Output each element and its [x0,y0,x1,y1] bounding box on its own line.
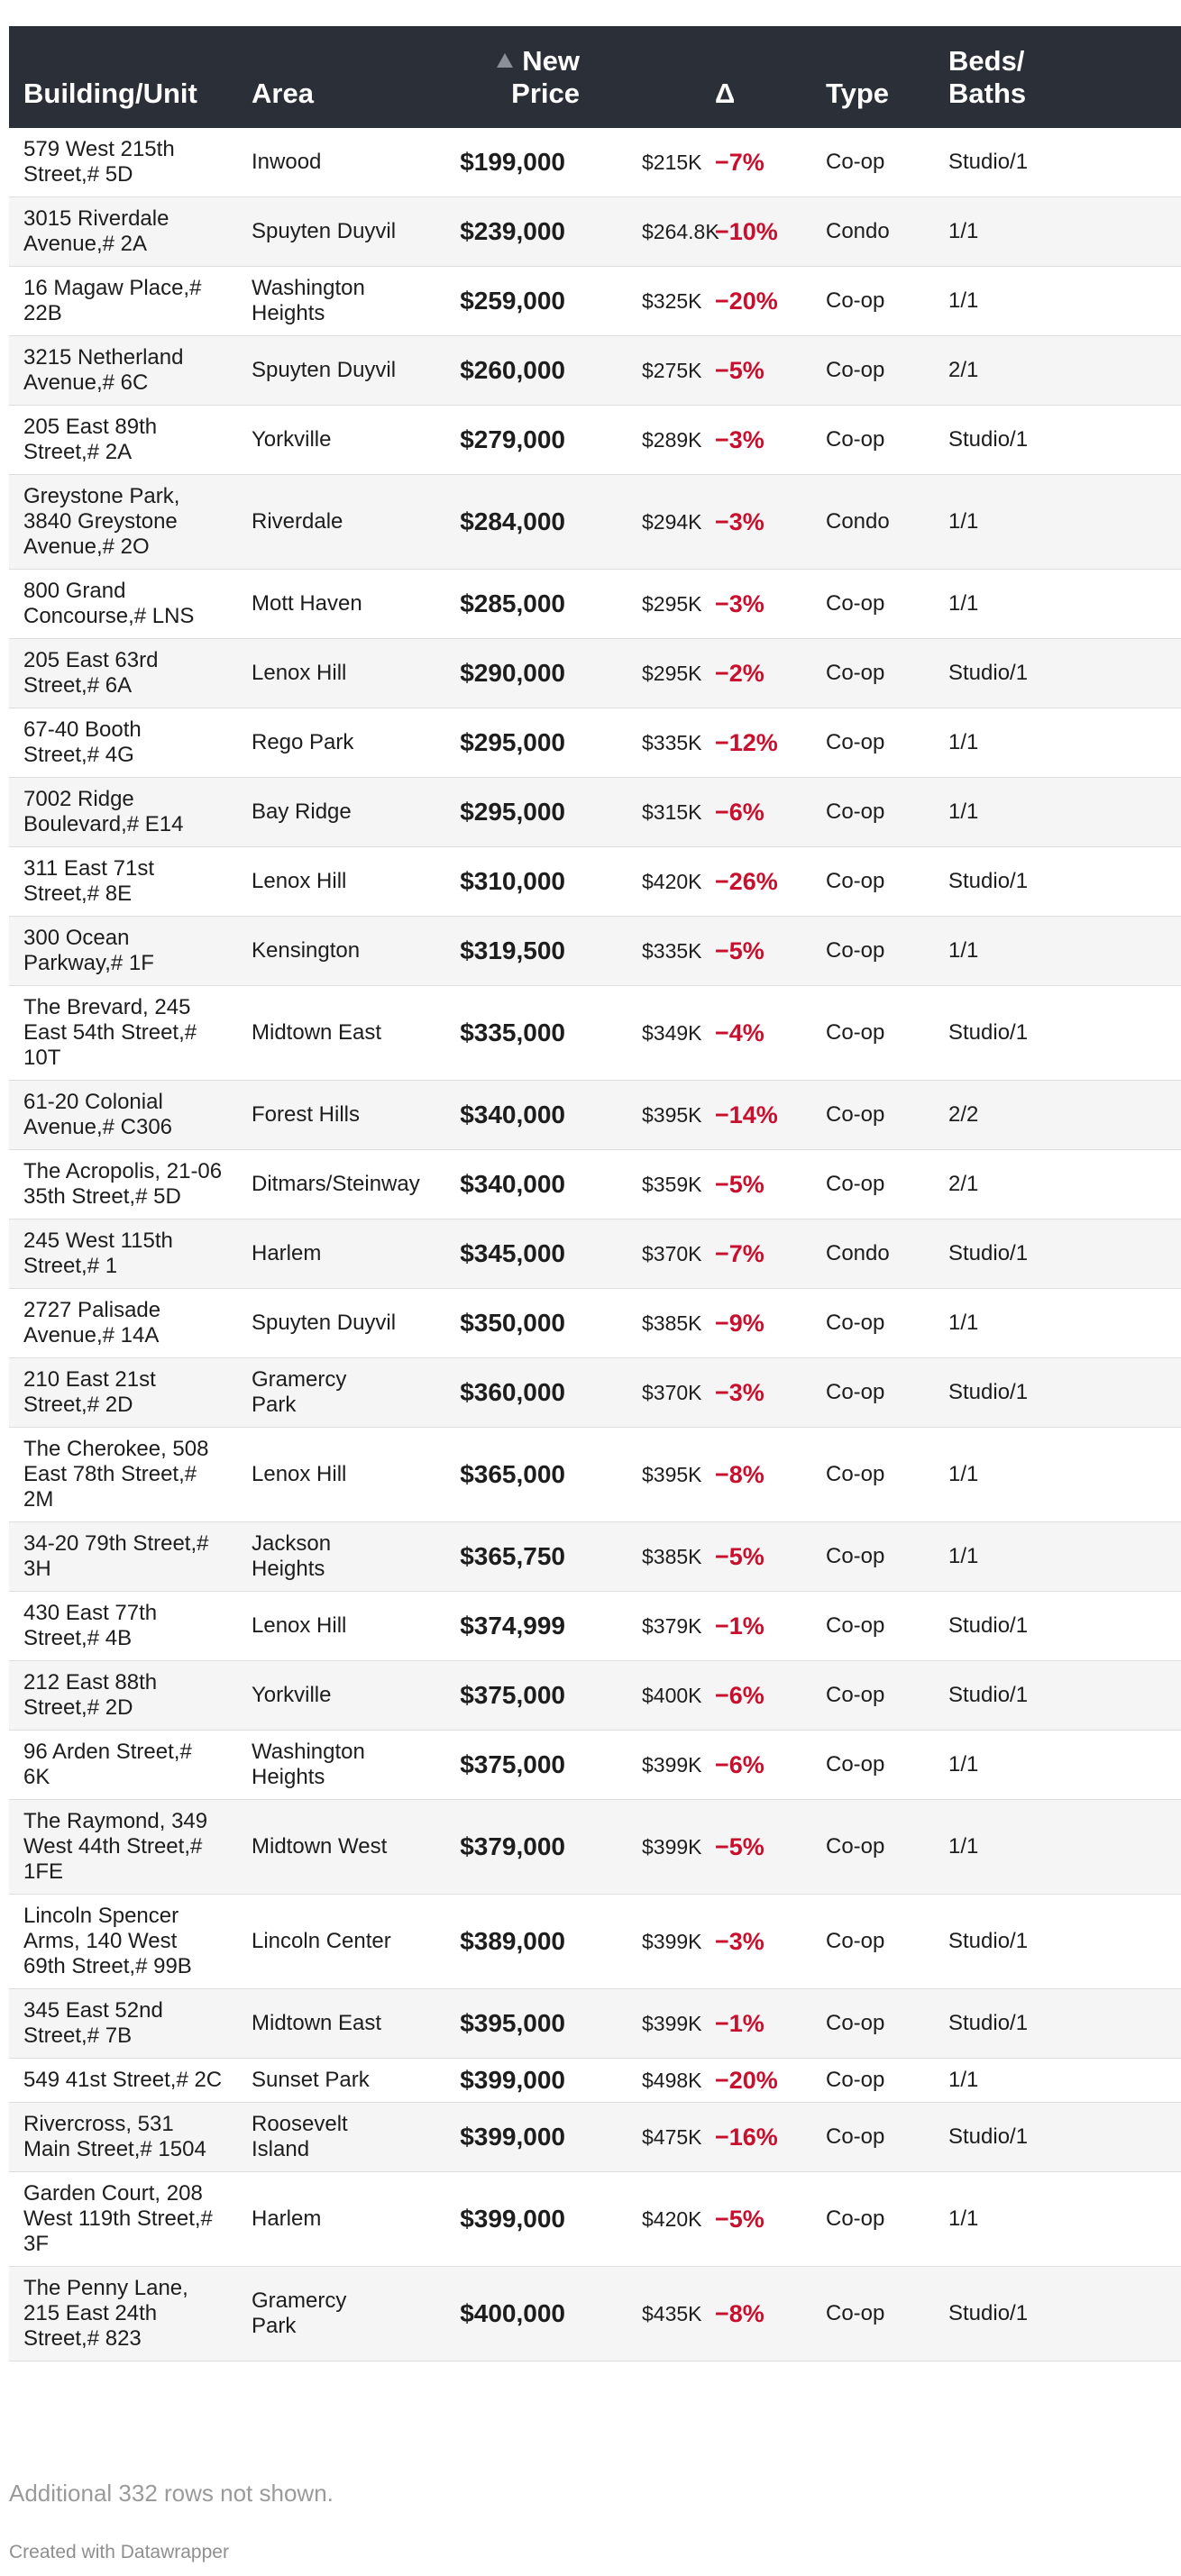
table-row [9,406,1181,475]
table-row [9,1358,1181,1428]
column-header-new-price[interactable] [411,26,594,128]
column-header-delta[interactable] [703,26,823,128]
cell-new-price: $295,000 [411,708,594,778]
cell-type: Co-op [823,1895,946,1989]
cell-new-price: $365,750 [411,1522,594,1592]
cell-delta: −3% [703,1358,823,1428]
cell-old-price: $385K [594,1289,703,1358]
cell-delta: −5% [703,2172,823,2267]
cell-type: Co-op [823,336,946,406]
cell-building: The Brevard, 245 East 54th Street,# 10T [9,986,237,1081]
cell-delta: −5% [703,1522,823,1592]
cell-building: 300 Ocean Parkway,# 1F [9,917,237,986]
cell-area: Washington Heights [237,1731,411,1800]
cell-beds-baths: Studio/1 [946,128,1181,197]
cell-beds-baths: 1/1 [946,2172,1181,2267]
table-row [9,1800,1181,1895]
table-row [9,1522,1181,1592]
cell-type: Co-op [823,2103,946,2172]
cell-building: The Penny Lane, 215 East 24th Street,# 823 [9,2267,237,2361]
cell-type: Co-op [823,1592,946,1661]
cell-old-price: $395K [594,1081,703,1150]
cell-beds-baths: 1/1 [946,708,1181,778]
cell-type: Condo [823,475,946,570]
cell-old-price: $420K [594,847,703,917]
cell-beds-baths: 1/1 [946,917,1181,986]
table-row [9,639,1181,708]
cell-delta: −9% [703,1289,823,1358]
cell-building: 34-20 79th Street,# 3H [9,1522,237,1592]
cell-area: Harlem [237,2172,411,2267]
cell-new-price: $285,000 [411,570,594,639]
table-row [9,1150,1181,1219]
cell-area: Lincoln Center [237,1895,411,1989]
cell-new-price: $340,000 [411,1081,594,1150]
column-header-old-price[interactable] [594,26,703,128]
table-row [9,1592,1181,1661]
cell-beds-baths: Studio/1 [946,1989,1181,2059]
cell-old-price: $370K [594,1358,703,1428]
cell-area: Midtown West [237,1800,411,1895]
cell-delta: −1% [703,1989,823,2059]
cell-new-price: $389,000 [411,1895,594,1989]
cell-new-price: $350,000 [411,1289,594,1358]
cell-delta: −10% [703,197,823,267]
cell-old-price: $420K [594,2172,703,2267]
table-row [9,336,1181,406]
cell-type: Co-op [823,847,946,917]
cell-new-price: $399,000 [411,2172,594,2267]
cell-delta: −3% [703,570,823,639]
cell-new-price: $279,000 [411,406,594,475]
cell-old-price: $349K [594,986,703,1081]
cell-beds-baths: Studio/1 [946,847,1181,917]
table-row [9,475,1181,570]
cell-beds-baths: Studio/1 [946,1219,1181,1289]
cell-old-price: $275K [594,336,703,406]
cell-delta: −5% [703,336,823,406]
cell-type: Co-op [823,1289,946,1358]
column-header-building-label: Building/Unit [23,78,197,109]
cell-area: Mott Haven [237,570,411,639]
cell-old-price: $325K [594,267,703,336]
cell-area: Kensington [237,917,411,986]
table-row [9,1428,1181,1522]
table-row [9,1989,1181,2059]
cell-delta: −8% [703,2267,823,2361]
cell-type: Co-op [823,2059,946,2103]
cell-building: 3215 Netherland Avenue,# 6C [9,336,237,406]
cell-building: 245 West 115th Street,# 1 [9,1219,237,1289]
cell-new-price: $295,000 [411,778,594,847]
cell-old-price: $400K [594,1661,703,1731]
cell-beds-baths: 2/1 [946,1150,1181,1219]
column-header-building[interactable] [9,26,237,128]
cell-type: Co-op [823,1358,946,1428]
cell-new-price: $400,000 [411,2267,594,2361]
cell-delta: −2% [703,639,823,708]
cell-area: Inwood [237,128,411,197]
cell-type: Co-op [823,917,946,986]
cell-type: Co-op [823,1661,946,1731]
cell-building: 210 East 21st Street,# 2D [9,1358,237,1428]
cell-type: Co-op [823,1800,946,1895]
cell-area: Gramercy Park [237,2267,411,2361]
table-row [9,2267,1181,2361]
cell-delta: −7% [703,1219,823,1289]
cell-delta: −8% [703,1428,823,1522]
cell-beds-baths: Studio/1 [946,639,1181,708]
cell-delta: −5% [703,1800,823,1895]
cell-delta: −12% [703,708,823,778]
cell-building: Rivercross, 531 Main Street,# 1504 [9,2103,237,2172]
cell-beds-baths: 1/1 [946,570,1181,639]
cell-building: 579 West 215th Street,# 5D [9,128,237,197]
cell-old-price: $215K [594,128,703,197]
cell-area: Roosevelt Island [237,2103,411,2172]
table-row [9,2103,1181,2172]
rows-not-shown-note: Additional 332 rows not shown. [9,2480,334,2507]
cell-building: 16 Magaw Place,# 22B [9,267,237,336]
cell-beds-baths: Studio/1 [946,1358,1181,1428]
cell-area: Spuyten Duyvil [237,336,411,406]
cell-area: Jackson Heights [237,1522,411,1592]
cell-area: Spuyten Duyvil [237,1289,411,1358]
table-row [9,1289,1181,1358]
cell-delta: −6% [703,1731,823,1800]
cell-beds-baths: Studio/1 [946,2267,1181,2361]
cell-old-price: $435K [594,2267,703,2361]
cell-old-price: $399K [594,1731,703,1800]
cell-area: Lenox Hill [237,639,411,708]
cell-type: Co-op [823,128,946,197]
cell-area: Harlem [237,1219,411,1289]
cell-type: Condo [823,197,946,267]
cell-type: Co-op [823,1428,946,1522]
cell-building: Garden Court, 208 West 119th Street,# 3F [9,2172,237,2267]
cell-new-price: $375,000 [411,1661,594,1731]
table-row [9,986,1181,1081]
cell-new-price: $375,000 [411,1731,594,1800]
cell-building: 7002 Ridge Boulevard,# E14 [9,778,237,847]
cell-new-price: $199,000 [411,128,594,197]
table-row [9,1661,1181,1731]
cell-building: 345 East 52nd Street,# 7B [9,1989,237,2059]
cell-old-price: $385K [594,1522,703,1592]
column-header-area-label: Area [252,78,314,109]
table-body [9,128,1181,2361]
cell-new-price: $259,000 [411,267,594,336]
cell-area: Bay Ridge [237,778,411,847]
cell-area: Gramercy Park [237,1358,411,1428]
cell-beds-baths: 1/1 [946,1428,1181,1522]
cell-old-price: $395K [594,1428,703,1522]
cell-new-price: $345,000 [411,1219,594,1289]
cell-building: 430 East 77th Street,# 4B [9,1592,237,1661]
cell-type: Co-op [823,267,946,336]
cell-beds-baths: 1/1 [946,267,1181,336]
cell-old-price: $335K [594,917,703,986]
sort-ascending-icon [497,53,513,68]
cell-beds-baths: Studio/1 [946,1592,1181,1661]
cell-type: Co-op [823,778,946,847]
cell-type: Co-op [823,1081,946,1150]
cell-area: Washington Heights [237,267,411,336]
column-header-type[interactable] [823,26,946,128]
cell-old-price: $498K [594,2059,703,2103]
table-row [9,708,1181,778]
cell-area: Sunset Park [237,2059,411,2103]
cell-new-price: $365,000 [411,1428,594,1522]
cell-area: Forest Hills [237,1081,411,1150]
cell-type: Co-op [823,406,946,475]
cell-delta: −3% [703,1895,823,1989]
table-header [9,26,1181,128]
column-header-new-price-label: New Price [511,45,580,109]
cell-type: Condo [823,1219,946,1289]
cell-old-price: $370K [594,1219,703,1289]
cell-new-price: $340,000 [411,1150,594,1219]
cell-delta: −20% [703,267,823,336]
cell-delta: −26% [703,847,823,917]
cell-area: Lenox Hill [237,1428,411,1522]
cell-old-price: $315K [594,778,703,847]
cell-building: 205 East 89th Street,# 2A [9,406,237,475]
header-row [9,26,1181,128]
cell-building: Lincoln Spencer Arms, 140 West 69th Street,# 99B [9,1895,237,1989]
cell-new-price: $290,000 [411,639,594,708]
cell-building: The Raymond, 349 West 44th Street,# 1FE [9,1800,237,1895]
table-row [9,778,1181,847]
cell-type: Co-op [823,639,946,708]
cell-area: Rego Park [237,708,411,778]
cell-type: Co-op [823,1731,946,1800]
cell-delta: −6% [703,778,823,847]
cell-delta: −14% [703,1081,823,1150]
cell-old-price: $379K [594,1592,703,1661]
cell-old-price: $359K [594,1150,703,1219]
cell-building: 800 Grand Concourse,# LNS [9,570,237,639]
cell-beds-baths: Studio/1 [946,2103,1181,2172]
cell-building: 61-20 Colonial Avenue,# C306 [9,1081,237,1150]
cell-building: The Cherokee, 508 East 78th Street,# 2M [9,1428,237,1522]
cell-new-price: $310,000 [411,847,594,917]
cell-new-price: $399,000 [411,2059,594,2103]
cell-beds-baths: Studio/1 [946,1661,1181,1731]
column-header-beds-baths[interactable] [946,26,1181,128]
cell-type: Co-op [823,570,946,639]
cell-new-price: $374,999 [411,1592,594,1661]
table-row [9,128,1181,197]
cell-new-price: $399,000 [411,2103,594,2172]
cell-beds-baths: 1/1 [946,2059,1181,2103]
cell-building: 311 East 71st Street,# 8E [9,847,237,917]
cell-beds-baths: 1/1 [946,778,1181,847]
cell-area: Midtown East [237,986,411,1081]
cell-old-price: $264.8K [594,197,703,267]
column-header-delta-label: Δ [715,78,736,109]
cell-type: Co-op [823,1150,946,1219]
cell-beds-baths: 1/1 [946,1731,1181,1800]
table-row [9,267,1181,336]
table-row [9,1731,1181,1800]
cell-beds-baths: 1/1 [946,197,1181,267]
cell-area: Lenox Hill [237,1592,411,1661]
table-row [9,1219,1181,1289]
cell-new-price: $379,000 [411,1800,594,1895]
table-row [9,2172,1181,2267]
cell-beds-baths: Studio/1 [946,986,1181,1081]
cell-delta: −7% [703,128,823,197]
table-row [9,1895,1181,1989]
table-row [9,917,1181,986]
column-header-type-label: Type [826,78,890,109]
price-cuts-table [9,26,1181,2361]
table-row [9,2059,1181,2103]
column-header-area[interactable] [237,26,411,128]
cell-delta: −20% [703,2059,823,2103]
cell-beds-baths: Studio/1 [946,1895,1181,1989]
cell-old-price: $399K [594,1895,703,1989]
cell-beds-baths: 2/2 [946,1081,1181,1150]
cell-area: Lenox Hill [237,847,411,917]
cell-type: Co-op [823,1522,946,1592]
cell-new-price: $335,000 [411,986,594,1081]
cell-new-price: $319,500 [411,917,594,986]
table-row [9,570,1181,639]
cell-delta: −5% [703,917,823,986]
price-cuts-table-container [9,26,1091,2361]
cell-beds-baths: Studio/1 [946,406,1181,475]
cell-beds-baths: 2/1 [946,336,1181,406]
cell-old-price: $399K [594,1800,703,1895]
cell-delta: −1% [703,1592,823,1661]
cell-building: The Acropolis, 21-06 35th Street,# 5D [9,1150,237,1219]
cell-new-price: $395,000 [411,1989,594,2059]
cell-building: 2727 Palisade Avenue,# 14A [9,1289,237,1358]
cell-delta: −3% [703,406,823,475]
cell-beds-baths: 1/1 [946,1522,1181,1592]
cell-delta: −6% [703,1661,823,1731]
cell-delta: −4% [703,986,823,1081]
cell-building: 3015 Riverdale Avenue,# 2A [9,197,237,267]
cell-old-price: $335K [594,708,703,778]
cell-area: Midtown East [237,1989,411,2059]
cell-delta: −5% [703,1150,823,1219]
cell-new-price: $260,000 [411,336,594,406]
cell-new-price: $239,000 [411,197,594,267]
table-row [9,847,1181,917]
cell-area: Ditmars/Steinway [237,1150,411,1219]
cell-type: Co-op [823,2267,946,2361]
cell-type: Co-op [823,986,946,1081]
cell-building: 212 East 88th Street,# 2D [9,1661,237,1731]
table-row [9,197,1181,267]
cell-type: Co-op [823,1989,946,2059]
cell-old-price: $289K [594,406,703,475]
cell-delta: −3% [703,475,823,570]
cell-old-price: $399K [594,1989,703,2059]
cell-new-price: $360,000 [411,1358,594,1428]
cell-beds-baths: 1/1 [946,1289,1181,1358]
cell-beds-baths: 1/1 [946,475,1181,570]
cell-area: Yorkville [237,1661,411,1731]
cell-old-price: $295K [594,570,703,639]
cell-delta: −16% [703,2103,823,2172]
cell-building: Greystone Park, 3840 Greystone Avenue,# 2O [9,475,237,570]
cell-new-price: $284,000 [411,475,594,570]
datawrapper-credit[interactable]: Created with Datawrapper [9,2542,229,2562]
column-header-beds-baths-label: Beds/Baths [948,45,1027,109]
cell-area: Yorkville [237,406,411,475]
cell-area: Riverdale [237,475,411,570]
cell-building: 205 East 63rd Street,# 6A [9,639,237,708]
cell-building: 549 41st Street,# 2C [9,2059,237,2103]
cell-type: Co-op [823,2172,946,2267]
cell-beds-baths: 1/1 [946,1800,1181,1895]
cell-old-price: $295K [594,639,703,708]
cell-type: Co-op [823,708,946,778]
cell-building: 67-40 Booth Street,# 4G [9,708,237,778]
cell-old-price: $475K [594,2103,703,2172]
cell-area: Spuyten Duyvil [237,197,411,267]
cell-old-price: $294K [594,475,703,570]
cell-building: 96 Arden Street,# 6K [9,1731,237,1800]
table-row [9,1081,1181,1150]
